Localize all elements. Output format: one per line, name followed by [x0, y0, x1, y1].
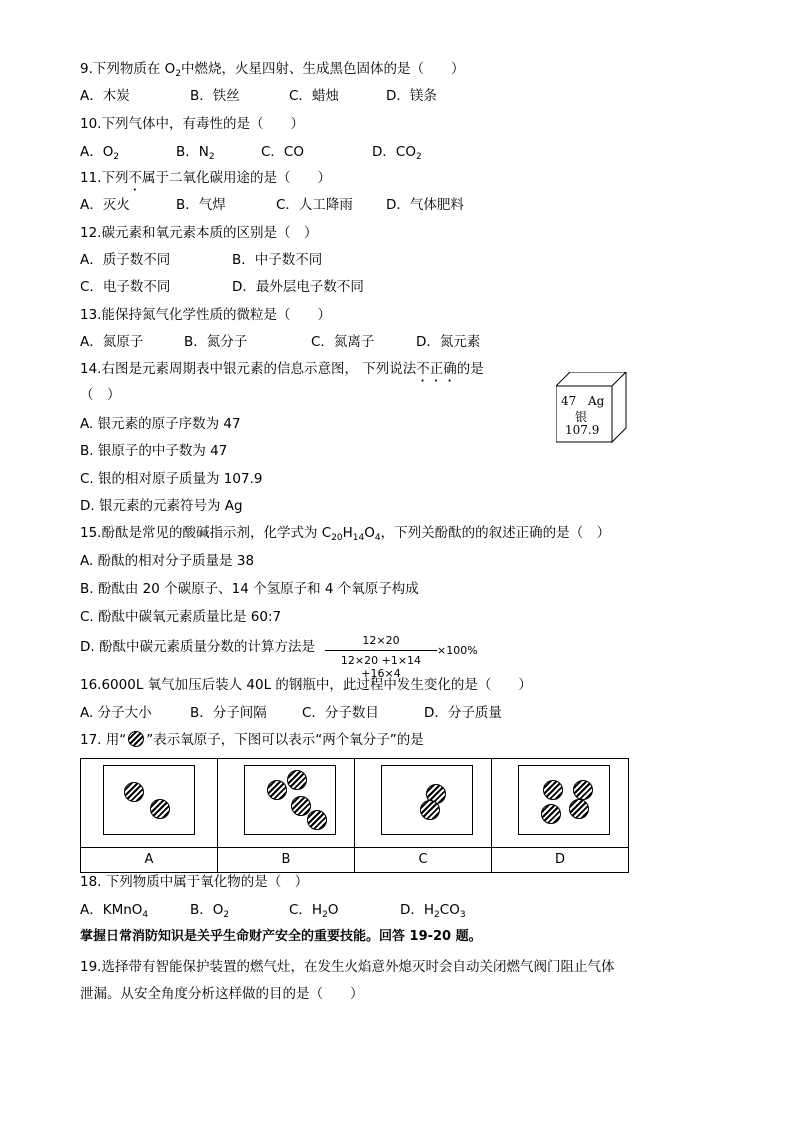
q10-option-d[interactable]: D．$CO_2$: [372, 144, 422, 162]
figure-b-frame: [244, 765, 336, 835]
oxygen-atom-icon: [307, 810, 327, 830]
q13-option-b[interactable]: B．氮分子: [184, 334, 248, 350]
figure-label-d[interactable]: D: [492, 848, 629, 873]
q12-option-d[interactable]: D．最外层电子数不同: [232, 279, 364, 295]
q13-option-d[interactable]: D．氮元素: [416, 334, 481, 350]
question-14-paren: （ ）: [80, 387, 121, 403]
figure-a-frame: [103, 765, 195, 835]
q10-option-b[interactable]: B．$N_2$: [176, 144, 215, 162]
atomic-number: 47: [561, 394, 577, 408]
fraction-numerator: 12×20: [362, 634, 400, 647]
question-11-stem: 11.下列不属于二氧化碳用途的是（ ）: [80, 170, 331, 186]
figure-label-b[interactable]: B: [218, 848, 355, 873]
q15-option-d[interactable]: D. 酚酞中碳元素质量分数的计算方法是: [80, 639, 315, 655]
q14-option-d[interactable]: D. 银元素的元素符号为 Ag: [80, 498, 243, 514]
question-18-stem: 18. 下列物质中属于氧化物的是（ ）: [80, 874, 309, 890]
oxygen-atom-icon: [573, 780, 593, 800]
oxygen-atom-icon: [420, 800, 440, 820]
q15-option-b[interactable]: B. 酚酞由 20 个碳原子、14 个氢原子和 4 个氧原子构成: [80, 581, 419, 597]
q10-option-c[interactable]: C．CO: [261, 144, 304, 160]
question-19-stem-line2: 泄漏。从安全角度分析这样做的目的是（ ）: [80, 986, 364, 1002]
q15-option-a[interactable]: A. 酚酞的相对分子质量是 38: [80, 553, 255, 569]
fraction-percent: ×100%: [437, 644, 478, 657]
question-14-stem: 14.右图是元素周期表中银元素的信息示意图， 下列说法不正确的是: [80, 361, 484, 377]
q12-option-c[interactable]: C．电子数不同: [80, 279, 171, 295]
q18-option-b[interactable]: B．$O_2$: [190, 902, 230, 920]
question-12-stem: 12.碳元素和氧元素本质的区别是（ ）: [80, 225, 318, 241]
figure-cell-a[interactable]: [81, 759, 218, 848]
oxygen-atom-icon: [569, 799, 589, 819]
figure-c-frame: [381, 765, 473, 835]
q13-option-a[interactable]: A．氮原子: [80, 334, 144, 350]
q9-option-c[interactable]: C．蜡烛: [289, 88, 339, 104]
figure-cell-b[interactable]: [218, 759, 355, 848]
oxygen-atom-icon: [267, 780, 287, 800]
q16-option-a[interactable]: A. 分子大小: [80, 705, 152, 721]
q11-option-b[interactable]: B．气焊: [176, 197, 226, 213]
oxygen-atom-icon: [150, 799, 170, 819]
q18-option-a[interactable]: A．KMnO$_4$: [80, 902, 149, 920]
q12-option-b[interactable]: B．中子数不同: [232, 252, 323, 268]
q16-option-d[interactable]: D．分子质量: [424, 705, 502, 721]
element-symbol: Ag: [588, 394, 605, 408]
question-16-stem: 16.6000L 氧气加压后装人 40L 的钢瓶中，此过程中发生变化的是（ ）: [80, 677, 532, 693]
fraction-denominator: 12×20 +1×14 +16×4: [340, 654, 422, 680]
silver-element-cell: [556, 372, 626, 442]
question-19-stem-line1: 19.选择带有智能保护装置的燃气灶，在发生火焰意外熄灭时会自动关闭燃气阀门阻止气体: [80, 959, 615, 975]
q18-option-c[interactable]: C．$H_2O$: [289, 902, 339, 920]
q12-option-a[interactable]: A．质子数不同: [80, 252, 171, 268]
q9-option-d[interactable]: D．镁条: [386, 88, 437, 104]
section-instruction: 掌握日常消防知识是关乎生命财产安全的重要技能。回答 19-20 题。: [80, 929, 482, 944]
question-13-stem: 13.能保持氮气化学性质的微粒是（ ）: [80, 307, 331, 323]
q9-option-b[interactable]: B．铁丝: [190, 88, 240, 104]
oxygen-atom-icon: [124, 782, 144, 802]
oxygen-atom-icon: [128, 731, 144, 747]
q15-option-c[interactable]: C. 酚酞中碳氧元素质量比是 60:7: [80, 609, 282, 625]
q13-option-c[interactable]: C．氮离子: [311, 334, 375, 350]
oxygen-atom-icon: [543, 780, 563, 800]
question-15-stem: 15.酚酞是常见的酸碱指示剂，化学式为 $C_{20}H_{14}O_4$，下列关酚酞的的叙述正确的是（ ）: [80, 525, 611, 543]
question-9-stem: 9.下列物质在 $O_2$中燃烧，火星四射、生成黑色固体的是（ ）: [80, 61, 465, 79]
question-17-stem: 17. 用“ ”表示氧原子，下图可以表示“两个氧分子”的是: [80, 732, 424, 748]
q16-option-c[interactable]: C．分子数目: [302, 705, 379, 721]
figure-label-a[interactable]: A: [81, 848, 218, 873]
figure-label-c[interactable]: C: [355, 848, 492, 873]
molecule-figure-table: [80, 758, 629, 873]
q14-option-a[interactable]: A. 银元素的原子序数为 47: [80, 416, 241, 432]
oxygen-atom-icon: [287, 770, 307, 790]
q9-option-a[interactable]: A．木炭: [80, 88, 130, 104]
q14-option-c[interactable]: C. 银的相对原子质量为 107.9: [80, 471, 263, 487]
figure-cell-c[interactable]: [355, 759, 492, 848]
q18-option-d[interactable]: D．$H_2CO_3$: [400, 902, 466, 920]
q16-option-b[interactable]: B．分子间隔: [190, 705, 267, 721]
element-name: 银: [575, 410, 588, 424]
q11-option-c[interactable]: C．人工降雨: [276, 197, 353, 213]
q11-option-a[interactable]: A．灭火: [80, 197, 130, 213]
q11-option-d[interactable]: D．气体肥料: [386, 197, 464, 213]
fraction-bar: [325, 650, 437, 651]
figure-cell-d[interactable]: [492, 759, 629, 848]
oxygen-atom-icon: [541, 804, 561, 824]
q10-option-a[interactable]: A．$O_2$: [80, 144, 120, 162]
question-10-stem: 10.下列气体中，有毒性的是（ ）: [80, 116, 304, 132]
figure-d-frame: [518, 765, 610, 835]
atomic-mass: 107.9: [565, 423, 600, 437]
q14-option-b[interactable]: B. 银原子的中子数为 47: [80, 443, 228, 459]
